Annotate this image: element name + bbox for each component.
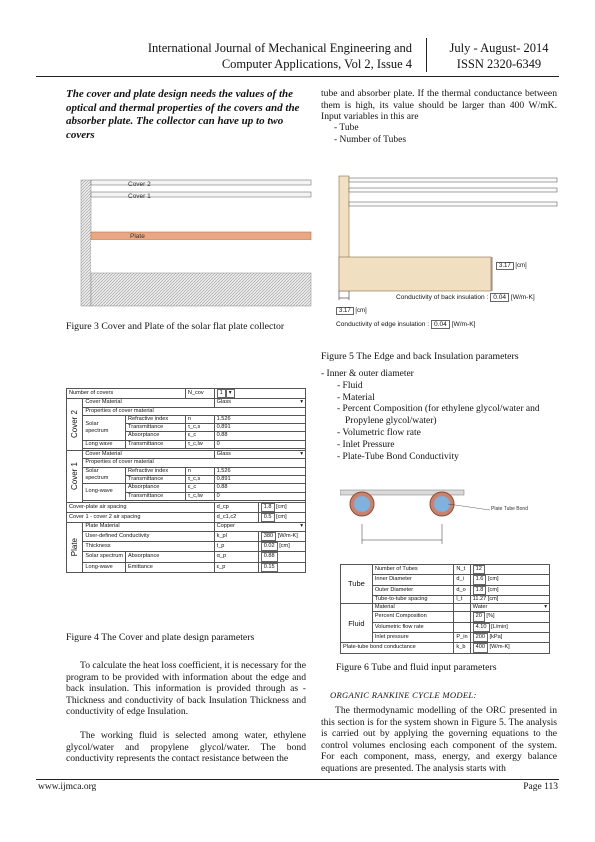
list-item: - Tube [334,123,359,133]
figure-6-caption: Figure 6 Tube and fluid input parameters [336,662,497,673]
unit-w-mk: [W/m-K] [451,321,476,328]
row-unit: [cm] [487,586,499,593]
flow-rate-field[interactable] [470,622,549,632]
header-rule [36,76,559,77]
cover2-abs-value: 0.88 [216,432,228,439]
row-symbol [454,604,470,612]
row-symbol: d_o [454,585,470,595]
cover2-trans-value: 0.891 [216,424,231,431]
cover2-lw-value: 0 [216,440,220,447]
row-value: 200 [473,633,488,642]
cover2-material-label: Cover Material [83,399,214,407]
absorptance-label: Absorptance [126,484,186,492]
tube-list [334,123,406,147]
cover2-solar-spectrum [83,415,126,440]
label-cover1: Cover 1 [128,193,151,200]
number-of-covers-select[interactable] [214,389,305,399]
edge-thickness-field[interactable] [336,307,367,315]
row-symbol [454,622,470,632]
plate-absorptance-label: Absorptance [126,552,215,562]
cover1-material-value: Glass [216,451,231,458]
section-heading-orc: ORGANIC RANKINE CYCLE MODEL: [330,690,477,700]
plate-absorptance-field[interactable] [258,552,305,562]
spectrum-label: spectrum [85,427,109,434]
solar-label: Solar [85,420,99,427]
paragraph-heat-loss: To calculate the heat loss coefficient, it is necessary for the program to be provided with information about the edge and back insulation. This information is provided through as - Thickness and conductivity of back Insulation Thickness and conductivity of edge Insulation. [66,660,306,718]
cover2-refr-value: 1.526 [216,415,231,422]
fluid-material-select[interactable] [470,604,549,612]
unit-cm: [cm] [276,503,287,510]
cover-plate-parameters-table [66,388,306,573]
input-list [321,369,540,463]
row-value: 1.6 [473,575,487,584]
num-tubes-field[interactable] [470,565,549,575]
chevron-down-icon: ▾ [300,399,303,406]
spectrum-label: spectrum [85,475,109,482]
unit-cm: [cm] [276,514,287,521]
cover2-lw-field[interactable] [214,440,305,448]
row-label: Number of Tubes [372,565,454,575]
cover2-abs-field[interactable] [214,432,305,440]
transmittance-label: Transmittance [126,475,186,483]
row-symbol: N_t [454,565,470,575]
conductivity-field[interactable] [258,531,305,541]
plate-bar [91,232,311,240]
row-symbol: P_in [454,633,470,643]
n-symbol: n [185,467,214,475]
plate-emittance-field[interactable] [258,562,305,572]
issn: ISSN 2320-6349 [456,57,542,71]
plate-line [349,202,557,206]
refractive-index-label: Refractive index [126,467,186,475]
tube-group-label: Tube [341,565,373,604]
chevron-down-icon: ▾ [300,523,303,530]
cover1-refr-field[interactable] [214,467,305,475]
row-label: Tube-to-tube spacing [372,595,454,603]
row-value: 400 [473,643,488,652]
absorptance-label: Absorptance [126,432,186,440]
eps-symbol: ε_c [185,484,214,492]
fluid-group-label: Fluid [341,604,373,643]
row-value: 11.27 [472,595,487,602]
plate-long-wave: Long-wave [83,562,126,572]
d-cp-value: 1.8 [261,503,275,512]
d-cp-symbol: d_cp [214,502,258,512]
cover1-trans-field[interactable] [214,475,305,483]
paragraph-tube-absorber: tube and absorber plate. If the thermal conductance between them is high, its value should be larger than 400 W/mK. Input variables in this are [321,88,557,123]
eps-p-symbol: ε_p [214,562,258,572]
edge-conductivity-field[interactable] [336,320,475,329]
plate-side-label [67,523,83,572]
cover2-material-select[interactable] [214,399,305,407]
list-item: - Number of Tubes [334,134,407,145]
outer-diameter-field[interactable] [470,585,549,595]
cover-cover-spacing-label: Cover 1 - cover 2 air spacing [67,513,215,523]
t-p-symbol: t_p [214,542,258,552]
alpha-p-value: 0.88 [261,552,278,561]
intro-paragraph: The cover and plate design needs the values of the optical and thermal properties of the covers and the absorber plate. The collector can have up to two covers [66,88,300,141]
label-cover2: Cover 2 [128,181,151,188]
percent-composition-field[interactable] [470,612,549,622]
cover-2-bar [91,180,311,185]
row-unit: [%] [486,613,495,620]
inner-diameter-field[interactable] [470,575,549,585]
list-item: - Percent Composition (for ethylene glycol/water and [337,404,540,415]
row-unit: [cm] [487,576,499,583]
cover1-lw-field[interactable] [214,492,305,500]
row-label: Volumetric flow rate [372,622,454,632]
tau-lw-symbol: τ_c,lw [185,492,214,500]
long-wave-label: Long-wave [83,484,126,501]
back-conductivity-label: Conductivity of back insulation : [396,294,489,301]
unit-cm: [cm] [515,263,527,269]
cover-plate-spacing-label: Cover-plate air spacing [67,502,215,512]
cover2-material-value: Glass [216,399,231,406]
long-wave-label: Long wave [83,440,126,448]
cover1-solar-spectrum [83,467,126,484]
row-value: Water [472,604,488,611]
plate-solar-spectrum: Solar spectrum [83,552,126,562]
tau-lw-symbol: τ_c,lw [185,440,214,448]
unit-w-mk: [W/m-K] [277,532,298,539]
n-cov-symbol: N_cov [185,389,214,399]
figure-3-caption: Figure 3 Cover and Plate of the solar flat plate collector [66,321,285,332]
cover1-lw-value: 0 [216,492,220,499]
plate-side-text: Plate [70,537,80,557]
row-value: 20 [473,612,485,621]
row-label: Inner Diameter [372,575,454,585]
header-divider [426,38,427,72]
issue-info [440,40,558,72]
paragraph-orc: The thermodynamic modelling of the ORC presented in this section is for the system shown in Figure 5. The analysis is carried out by applying the governing equations to the control volumes enclosing each component of the system. For each component, mass, energy, and exergy balance equations are presented. The analysis starts with [321,705,557,774]
chevron-down-icon: ▾ [300,451,303,458]
row-value: 4.10 [473,623,490,632]
plate-tube-bond-label: Plate Tube Bond [491,506,528,512]
unit-cm: [cm] [355,308,367,314]
back-insulation-block [339,257,491,291]
edge-insulation [81,180,91,306]
figure-3-diagram [64,172,312,314]
page-number: Page 113 [523,782,558,792]
list-item: - Volumetric flow rate [337,427,421,438]
back-conductivity-value: 0.04 [490,293,509,302]
cover2-trans-field[interactable] [214,424,305,432]
journal-title [112,40,412,72]
conductivity-label: User-defined Conductivity [83,531,214,541]
tube-right-fluid [434,496,450,512]
cover-line [349,188,557,192]
figure-4-caption: Figure 4 The Cover and plate design parameters [66,632,255,643]
back-thickness-value: 3.17 [496,262,514,270]
bond-conductance-field[interactable] [470,643,549,653]
cover-1-bar [91,192,311,197]
row-value: 12 [473,565,485,574]
leader-line [448,504,490,510]
eps-symbol: ε_c [185,432,214,440]
air-gap [91,240,311,273]
t-p-value: 0.02 [261,542,278,551]
cover-2-side-label [67,399,83,451]
figure-5-caption: Figure 5 The Edge and back Insulation parameters [321,351,519,362]
cover1-material-label: Cover Material [83,451,214,459]
refractive-index-label: Refractive index [126,415,186,423]
solar-label: Solar [85,468,99,475]
n-cov-value: 1 [217,389,226,398]
edge-thickness-value: 3.17 [336,307,354,315]
tau-symbol: τ_c,s [185,424,214,432]
list-item: - Fluid [337,380,363,391]
cover2-refr-field[interactable] [214,415,305,423]
thickness-label: Thickness [83,542,214,552]
figure-6-tubes-diagram [340,484,560,566]
issue-date: July - August- 2014 [449,41,549,55]
row-symbol: l_t [454,595,470,603]
label-plate: Plate [130,233,145,240]
cover1-props-heading: Properties of cover material [83,459,306,467]
k-pl-symbol: k_pl [214,531,258,541]
row-value: 1.8 [473,586,487,595]
chevron-down-icon: ▾ [544,604,547,611]
alpha-p-symbol: α_p [214,552,258,562]
list-item: Propylene glycol/water) [345,416,437,427]
cover-2-side-text: Cover 2 [70,410,80,439]
cover-line [349,178,557,182]
journal-line-1: International Journal of Mechanical Engineering and [147,41,412,55]
d-c1c2-value: 0.5 [261,513,275,522]
list-item: - Material [337,392,375,403]
eps-p-value: 0.15 [261,563,278,572]
cover2-props-heading: Properties of cover material [83,407,306,415]
thickness-field[interactable] [258,542,305,552]
cover-cover-spacing-field[interactable] [258,513,305,523]
edge-conductivity-label: Conductivity of edge insulation : [336,321,430,328]
tube-fluid-parameters-table [340,564,550,654]
row-unit: [kPa] [489,634,503,641]
row-symbol [454,612,470,622]
inlet-pressure-field[interactable] [470,633,549,643]
cover1-material-select[interactable] [214,451,305,459]
row-symbol: k_b [454,643,470,653]
back-conductivity-field[interactable] [396,293,535,302]
row-label: Inlet pressure [372,633,454,643]
cover1-trans-value: 0.891 [216,475,231,482]
footer-url[interactable]: www.ijmca.org [38,782,97,792]
tube-spacing-field [470,595,549,603]
cover-plate-spacing-field[interactable] [258,502,305,512]
number-of-covers-label: Number of covers [67,389,186,399]
back-thickness-field[interactable] [496,262,527,270]
back-insulation [91,273,311,306]
chevron-down-icon: ▾ [226,389,235,398]
cover1-abs-field[interactable] [214,484,305,492]
plate-emittance-label: Emittance [126,562,215,572]
row-unit: [L/min] [491,623,508,630]
n-symbol: n [185,415,214,423]
cover1-abs-value: 0.88 [216,484,228,491]
tube-left-fluid [354,496,370,512]
lw-transmittance-label: Transmittance [126,440,186,448]
list-item: - Inner & outer diameter [321,369,414,379]
row-unit: [W/m-K] [489,644,510,651]
list-item: - Inlet Pressure [337,439,395,450]
list-item: - Plate-Tube Bond Conductivity [337,451,459,462]
transmittance-label: Transmittance [126,424,186,432]
plate-material-value: Copper [216,523,235,530]
unit-cm: [cm] [279,543,290,550]
row-symbol: d_i [454,575,470,585]
cover-1-side-label [67,451,83,503]
row-label: Outer Diameter [372,585,454,595]
row-label: Plate-tube bond conductance [341,643,454,653]
plate-material-label: Plate Material [83,523,214,531]
lw-transmittance-label: Transmittance [126,492,186,500]
figure-5-diagram [322,172,558,344]
row-unit: [cm] [487,595,499,602]
paragraph-working-fluid: The working fluid is selected among water, ethylene glycol/water and propylene glycol/water. The bond conductivity represents the contact resistance between the [66,730,306,765]
edge-conductivity-value: 0.04 [431,320,450,329]
row-label: Percent Composition [372,612,454,622]
plate-material-select[interactable] [214,523,305,531]
k-pl-value: 380 [261,532,276,541]
row-label: Material [372,604,454,612]
cover1-refr-value: 1.526 [216,467,231,474]
d-c1c2-symbol: d_c1,c2 [214,513,258,523]
footer-rule [36,779,559,780]
unit-w-mk: [W/m-K] [510,294,535,301]
tau-symbol: τ_c,s [185,475,214,483]
journal-line-2: Computer Applications, Vol 2, Issue 4 [221,57,412,71]
cover-1-side-text: Cover 1 [70,461,80,490]
